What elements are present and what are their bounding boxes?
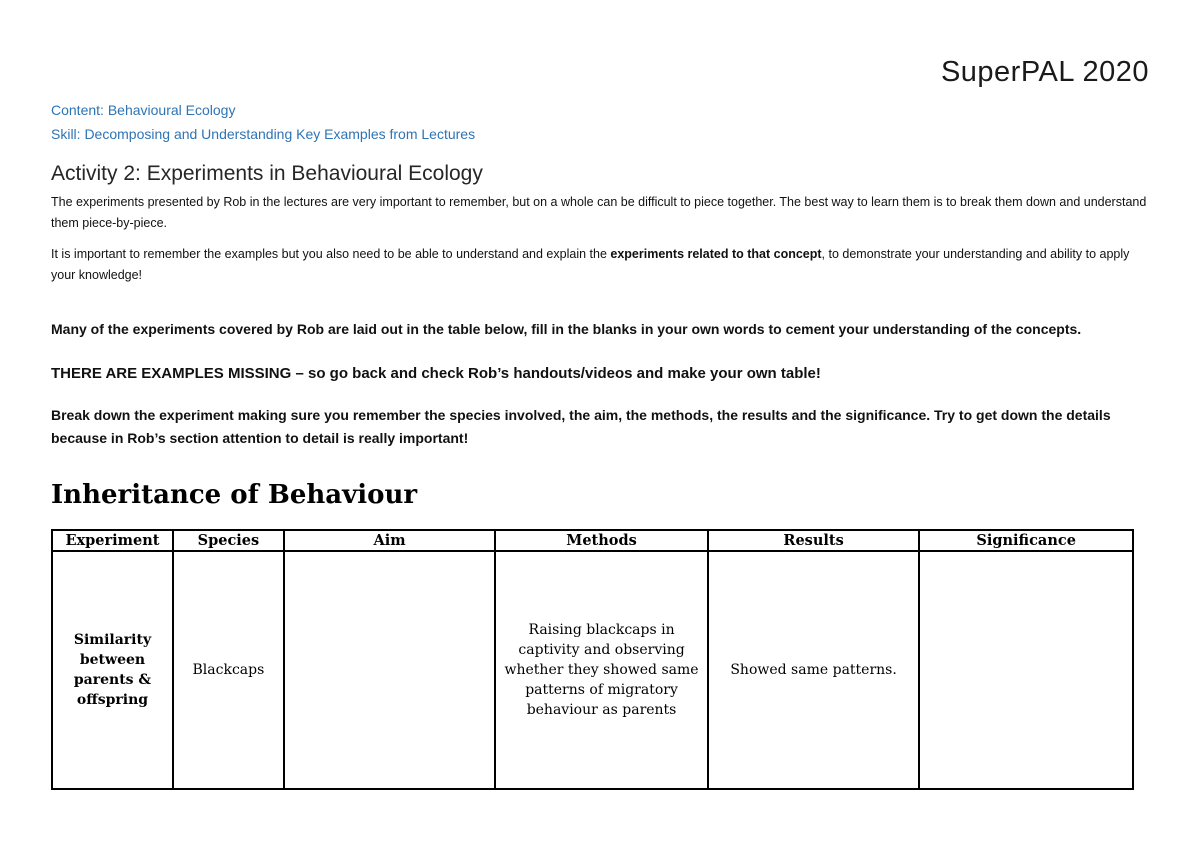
table-header-row xyxy=(52,530,1133,551)
cell-aim[interactable] xyxy=(284,551,495,789)
cell-experiment: Similarity between parents & offspring xyxy=(52,551,173,789)
explain-paragraph xyxy=(51,244,1151,286)
brand-title: SuperPAL 2020 xyxy=(940,56,1149,88)
explain-text-bold: experiments related to that concept xyxy=(610,247,822,261)
explain-text-pre: It is important to remember the examples but you also need to be able to understand and explain the xyxy=(51,247,611,261)
cell-significance[interactable] xyxy=(919,551,1133,789)
cell-methods: Raising blackcaps in captivity and observing whether they showed same patterns of migratory behaviour as parents xyxy=(495,551,708,789)
experiments-table xyxy=(51,529,1134,790)
meta-block xyxy=(51,98,475,146)
header-experiment: Experiment xyxy=(52,530,173,551)
table-row xyxy=(52,551,1133,789)
header-species: Species xyxy=(173,530,284,551)
instruction-fill-blanks: Many of the experiments covered by Rob are laid out in the table below, fill in the blanks in your own words to cement your understanding of the concepts. xyxy=(51,321,1082,337)
header-results: Results xyxy=(708,530,920,551)
cell-results: Showed same patterns. xyxy=(708,551,920,789)
header-aim: Aim xyxy=(284,530,495,551)
content-line: Content: Behavioural Ecology xyxy=(51,102,236,118)
instruction-missing-examples: THERE ARE EXAMPLES MISSING – so go back and check Rob’s handouts/videos and make your own table! xyxy=(51,365,821,382)
header-significance: Significance xyxy=(919,530,1133,551)
explain-text-post: , to demonstrate your understanding and ability to apply your knowledge! xyxy=(51,247,1130,282)
header-methods: Methods xyxy=(495,530,708,551)
cell-species: Blackcaps xyxy=(173,551,284,789)
skill-line: Skill: Decomposing and Understanding Key Examples from Lectures xyxy=(51,126,476,142)
activity-title: Activity 2: Experiments in Behavioural Ecology xyxy=(51,162,483,185)
intro-paragraph: The experiments presented by Rob in the lectures are very important to remember, but on a whole can be difficult to piece together. The best way to learn them is to break them down and understand them piece-by-piece. xyxy=(51,195,1147,230)
section-heading: Inheritance of Behaviour xyxy=(51,480,418,510)
instruction-break-down: Break down the experiment making sure you remember the species involved, the aim, the methods, the results and the significance. Try to get down the details because in Rob’s section attention to detail is really important! xyxy=(51,407,1111,446)
